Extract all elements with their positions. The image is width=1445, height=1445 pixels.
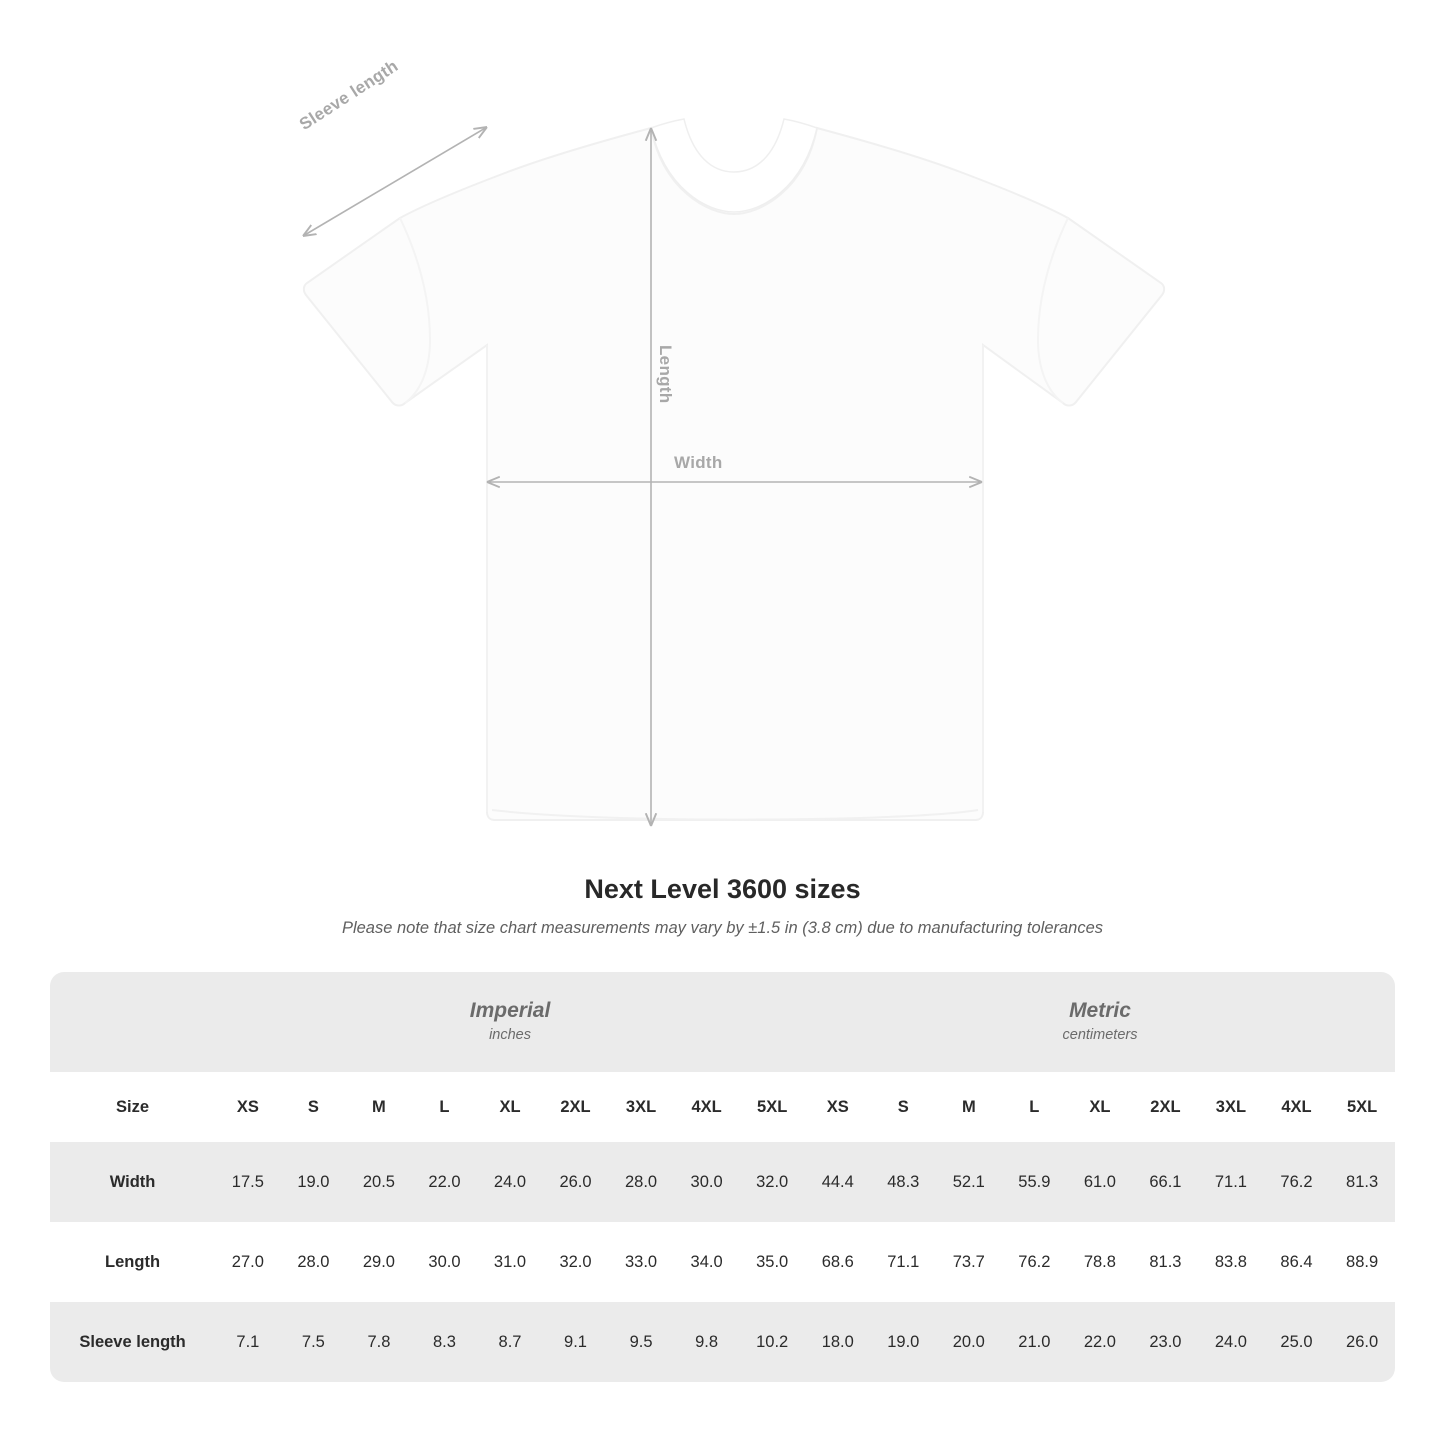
header-size-imperial-3xl: 3XL: [608, 1072, 674, 1142]
header-size-metric-3xl: 3XL: [1198, 1072, 1264, 1142]
header-size-metric-2xl: 2XL: [1133, 1072, 1199, 1142]
header-size-metric-5xl: 5XL: [1329, 1072, 1395, 1142]
cell-width-imperial-4xl: 30.0: [674, 1142, 740, 1222]
cell-sleeve-metric-xl: 22.0: [1067, 1302, 1133, 1382]
table-row-length: [50, 1222, 1395, 1302]
cell-length-metric-4xl: 86.4: [1264, 1222, 1330, 1302]
unit-spacer-cell: [50, 972, 215, 1072]
cell-length-metric-5xl: 88.9: [1329, 1222, 1395, 1302]
length-label: Length: [656, 345, 675, 404]
size-chart-table-wrap: [50, 972, 1395, 1382]
cell-width-imperial-3xl: 28.0: [608, 1142, 674, 1222]
tolerance-note: Please note that size chart measurements may vary by ±1.5 in (3.8 cm) due to manufacturing tolerances: [341, 919, 1104, 937]
cell-width-metric-s: 48.3: [871, 1142, 937, 1222]
page-title: Next Level 3600 sizes: [584, 874, 861, 904]
cell-sleeve-imperial-4xl: 9.8: [674, 1302, 740, 1382]
cell-length-imperial-xl: 31.0: [477, 1222, 543, 1302]
header-size-metric-4xl: 4XL: [1264, 1072, 1330, 1142]
header-size-imperial-xs: XS: [215, 1072, 281, 1142]
sleeve-length-label: Sleeve length: [296, 56, 402, 134]
header-size-imperial-l: L: [412, 1072, 478, 1142]
metric-unit-cell: [805, 972, 1395, 1072]
cell-width-imperial-2xl: 26.0: [543, 1142, 609, 1222]
header-size-imperial-m: M: [346, 1072, 412, 1142]
width-label: Width: [674, 453, 723, 472]
header-size-metric-m: M: [936, 1072, 1002, 1142]
cell-length-metric-3xl: 83.8: [1198, 1222, 1264, 1302]
header-size-metric-xs: XS: [805, 1072, 871, 1142]
size-chart-table: [50, 972, 1395, 1382]
cell-length-imperial-2xl: 32.0: [543, 1222, 609, 1302]
cell-sleeve-metric-xs: 18.0: [805, 1302, 871, 1382]
cell-length-imperial-3xl: 33.0: [608, 1222, 674, 1302]
header-size-metric-l: L: [1002, 1072, 1068, 1142]
cell-length-imperial-xs: 27.0: [215, 1222, 281, 1302]
row-label-length: Length: [50, 1222, 215, 1302]
cell-length-imperial-s: 28.0: [281, 1222, 347, 1302]
cell-length-metric-xl: 78.8: [1067, 1222, 1133, 1302]
cell-sleeve-imperial-5xl: 10.2: [739, 1302, 805, 1382]
header-size-metric-s: S: [871, 1072, 937, 1142]
cell-length-imperial-l: 30.0: [412, 1222, 478, 1302]
cell-width-imperial-5xl: 32.0: [739, 1142, 805, 1222]
cell-sleeve-imperial-l: 8.3: [412, 1302, 478, 1382]
cell-width-imperial-m: 20.5: [346, 1142, 412, 1222]
cell-width-metric-l: 55.9: [1002, 1142, 1068, 1222]
cell-sleeve-imperial-xl: 8.7: [477, 1302, 543, 1382]
cell-width-metric-xs: 44.4: [805, 1142, 871, 1222]
header-size-imperial-4xl: 4XL: [674, 1072, 740, 1142]
cell-width-metric-5xl: 81.3: [1329, 1142, 1395, 1222]
header-size-imperial-xl: XL: [477, 1072, 543, 1142]
cell-length-metric-s: 71.1: [871, 1222, 937, 1302]
cell-width-imperial-s: 19.0: [281, 1142, 347, 1222]
cell-sleeve-metric-m: 20.0: [936, 1302, 1002, 1382]
cell-sleeve-metric-2xl: 23.0: [1133, 1302, 1199, 1382]
cell-width-imperial-xl: 24.0: [477, 1142, 543, 1222]
cell-length-metric-2xl: 81.3: [1133, 1222, 1199, 1302]
cell-length-metric-m: 73.7: [936, 1222, 1002, 1302]
cell-length-imperial-m: 29.0: [346, 1222, 412, 1302]
cell-sleeve-imperial-3xl: 9.5: [608, 1302, 674, 1382]
cell-sleeve-metric-4xl: 25.0: [1264, 1302, 1330, 1382]
size-header-row: [50, 1072, 1395, 1142]
unit-header-row: [50, 972, 1395, 1072]
cell-width-metric-xl: 61.0: [1067, 1142, 1133, 1222]
cell-width-imperial-l: 22.0: [412, 1142, 478, 1222]
imperial-unit-sub: inches: [489, 1027, 531, 1044]
cell-sleeve-metric-s: 19.0: [871, 1302, 937, 1382]
header-size-imperial-5xl: 5XL: [739, 1072, 805, 1142]
cell-length-imperial-4xl: 34.0: [674, 1222, 740, 1302]
header-size-imperial-s: S: [281, 1072, 347, 1142]
cell-sleeve-imperial-2xl: 9.1: [543, 1302, 609, 1382]
size-column-header: Size: [50, 1072, 215, 1142]
table-row-width: [50, 1142, 1395, 1222]
row-label-width: Width: [50, 1142, 215, 1222]
header-size-imperial-2xl: 2XL: [543, 1072, 609, 1142]
cell-sleeve-metric-3xl: 24.0: [1198, 1302, 1264, 1382]
table-row-sleeve-length: [50, 1302, 1395, 1382]
cell-sleeve-imperial-s: 7.5: [281, 1302, 347, 1382]
cell-width-metric-3xl: 71.1: [1198, 1142, 1264, 1222]
cell-sleeve-imperial-m: 7.8: [346, 1302, 412, 1382]
cell-width-imperial-xs: 17.5: [215, 1142, 281, 1222]
cell-width-metric-m: 52.1: [936, 1142, 1002, 1222]
cell-length-metric-xs: 68.6: [805, 1222, 871, 1302]
cell-sleeve-metric-5xl: 26.0: [1329, 1302, 1395, 1382]
imperial-unit-cell: [215, 972, 805, 1072]
cell-width-metric-4xl: 76.2: [1264, 1142, 1330, 1222]
row-label-sleeve-length: Sleeve length: [50, 1302, 215, 1382]
cell-width-metric-2xl: 66.1: [1133, 1142, 1199, 1222]
imperial-unit-name: Imperial: [469, 998, 551, 1022]
metric-unit-sub: centimeters: [1062, 1027, 1138, 1044]
cell-sleeve-imperial-xs: 7.1: [215, 1302, 281, 1382]
cell-length-imperial-5xl: 35.0: [739, 1222, 805, 1302]
header-size-metric-xl: XL: [1067, 1072, 1133, 1142]
cell-sleeve-metric-l: 21.0: [1002, 1302, 1068, 1382]
cell-length-metric-l: 76.2: [1002, 1222, 1068, 1302]
metric-unit-name: Metric: [1069, 998, 1131, 1022]
